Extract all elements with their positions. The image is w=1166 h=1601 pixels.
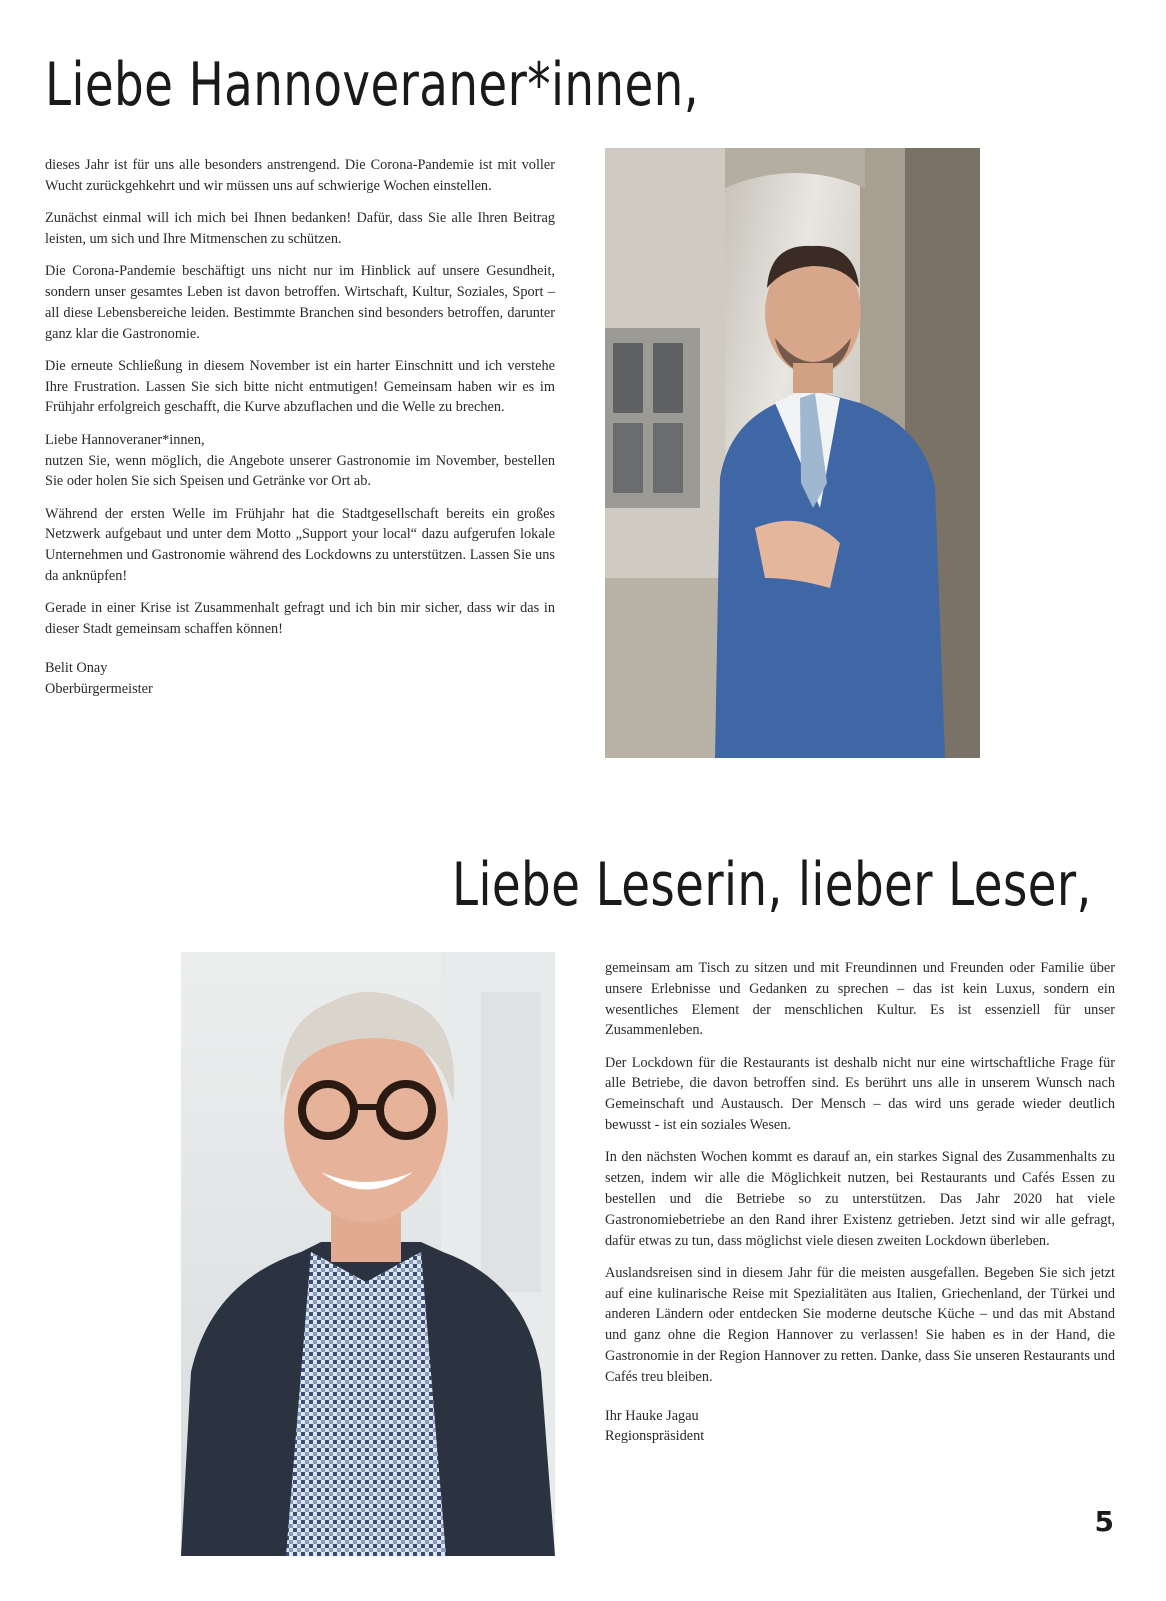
- letter1-heading: Liebe Hannoveraner*innen,: [45, 50, 699, 120]
- letter2-paragraph: In den nächsten Wochen kommt es darauf an, ein starkes Signal des Zusammenhalts zu setzen, indem wir alle die Möglichkeit nutzen, bei Restaurants und Cafés Essen zu bestellen und die Betriebe so zu unterstützen. Das Jahr 2020 hat viele Gastronomiebetriebe an den Rand ihrer Existenz getrieben. Jetzt sind wir alle gefragt, dafür etwas zu tun, dass möglichst viele diesen zweiten Lockdown überleben.: [605, 1149, 1115, 1249]
- portrait-illustration-regional-president: [181, 952, 555, 1556]
- letter2-paragraph: Der Lockdown für die Restaurants ist deshalb nicht nur eine wirtschaftliche Frage für alle Betriebe, die davon betroffen sind. Es berührt uns alle in unserem Wunsch nach Gemeinschaft und Austausch. Der Mensch – das wird uns gerade wieder deutlich bewusst - ist ein soziales Wesen.: [605, 1054, 1115, 1134]
- letter1-paragraph: nutzen Sie, wenn möglich, die Angebote unserer Gastronomie im November, bestellen Sie oder holen Sie sich Speisen und Getränke vor Ort ab.: [45, 452, 555, 490]
- letter1-paragraph: Die erneute Schließung in diesem November ist ein harter Einschnitt und ich verstehe Ihre Frustration. Lassen Sie sich bitte nicht entmutigen! Gemeinsam haben wir es im Frühjahr erfolgreich geschafft, die Kurve abzuflachen und die Welle zu brechen.: [45, 357, 555, 416]
- letter2-signature: [605, 1406, 1115, 1448]
- letter1-signature: [45, 658, 555, 700]
- letter2-signature-name: Ihr Hauke Jagau: [605, 1407, 699, 1424]
- portrait-photo-mayor: [605, 148, 980, 758]
- letter1-paragraph: Gerade in einer Krise ist Zusammenhalt gefragt und ich bin mir sicher, dass wir das in dieser Stadt gemeinsam schaffen können!: [45, 600, 555, 638]
- letter2-paragraph: Auslandsreisen sind in diesem Jahr für die meisten ausgefallen. Begeben Sie sich jetzt auf eine kulinarische Reise mit Spezialitäten aus Italien, Griechenland, der Türkei und anderen Ländern oder entdecken Sie moderne deutsche Küche – und das mit Abstand und ganz ohne die Region Hannover zu verlassen! Sie haben es in der Hand, die Gastronomie in der Region Hannover zu retten. Danke, dass Sie unseren Restaurants und Cafés treu bleiben.: [605, 1264, 1115, 1385]
- letter1-paragraph: dieses Jahr ist für uns alle besonders anstrengend. Die Corona-Pandemie ist mit voller Wucht zurückgehkehrt und wir müssen uns auf schwierige Wochen einstellen.: [45, 157, 555, 194]
- letter1-paragraph: Zunächst einmal will ich mich bei Ihnen bedanken! Dafür, dass Sie alle Ihren Beitrag leisten, um sich und Ihre Mitmenschen zu schützen.: [45, 210, 555, 247]
- letter2-paragraph: gemeinsam am Tisch zu sitzen und mit Freundinnen und Freunden oder Familie über unsere Erlebnisse und Gedanken zu sprechen – das ist kein Luxus, sondern ein wesentliches Element der menschlichen Kultur. Es ist essenziell für unser Zusammenleben.: [605, 960, 1115, 1039]
- portrait-photo-regional-president: [181, 952, 555, 1556]
- letter1-signature-title: Oberbürgermeister: [45, 680, 153, 697]
- letter1-signature-name: Belit Onay: [45, 659, 108, 676]
- letter2-body: [605, 958, 1115, 1459]
- page-number: 5: [1094, 1505, 1114, 1538]
- portrait-illustration-mayor: [605, 148, 980, 758]
- letter1-paragraph: Während der ersten Welle im Frühjahr hat die Stadtgesellschaft bereits ein großes Netzwerk aufgebaut und unter dem Motto „Support your local“ dazu aufgerufen lokale Unternehmen und Gastronomie während des Lockdowns zu unterstützen. Lassen Sie uns da anknüpfen!: [45, 505, 555, 585]
- letter1-salutation: Liebe Hannoveraner*innen,: [45, 431, 205, 448]
- letter1-paragraph-group: [45, 430, 555, 492]
- letter1-paragraph: Die Corona-Pandemie beschäftigt uns nicht nur im Hinblick auf unsere Gesundheit, sondern unser gesamtes Leben ist davon betroffen. Wirtschaft, Kultur, Soziales, Sport – all diese Lebensbereiche leiden. Bestimmte Branchen sind besonders betroffen, darunter ganz klar die Gastronomie.: [45, 263, 555, 342]
- letter2-heading: Liebe Leserin, lieber Leser,: [452, 850, 1092, 920]
- letter2-signature-title: Regionspräsident: [605, 1428, 705, 1445]
- letter1-body: [45, 155, 555, 711]
